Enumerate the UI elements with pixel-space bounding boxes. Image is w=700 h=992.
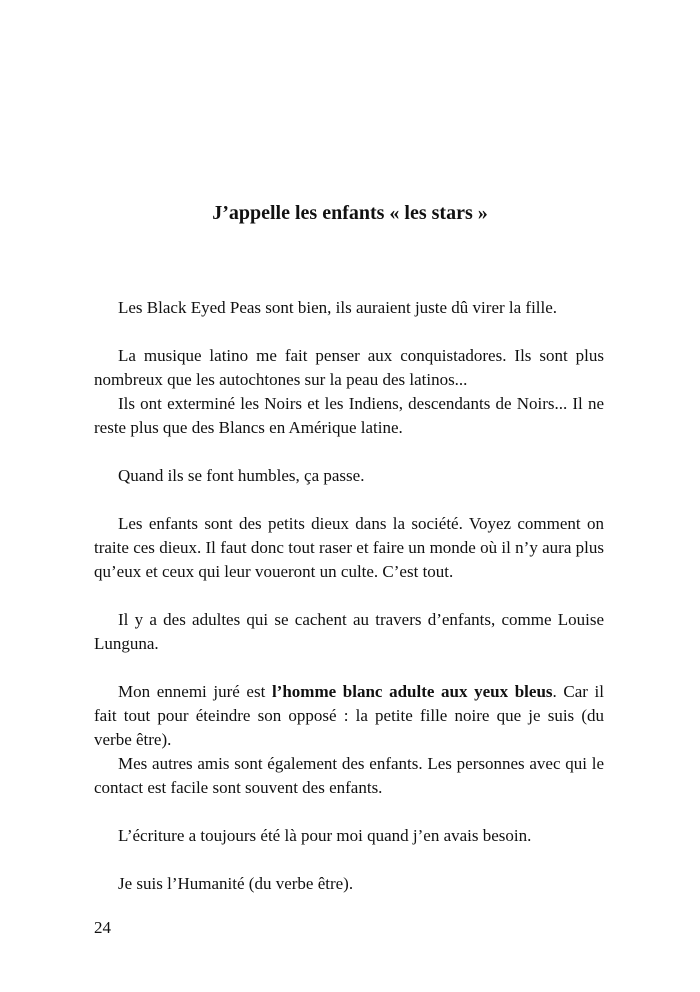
paragraph: Ils ont exterminé les Noirs et les Indiens, descendants de Noirs... Il ne reste plus que des Blancs en Amérique latine. <box>94 394 604 437</box>
body-text <box>94 296 604 896</box>
paragraph: Quand ils se font humbles, ça passe. <box>118 466 365 485</box>
paragraph: L’écriture a toujours été là pour moi quand j’en avais besoin. <box>118 826 532 845</box>
page-number: 24 <box>94 918 111 937</box>
paragraph: Les enfants sont des petits dieux dans la société. Voyez comment on traite ces dieux. Il faut donc tout raser et faire un monde où il n’y aura plus qu’eux et ceux qui leur voueront un culte. C’est tout. <box>94 514 604 581</box>
paragraph: La musique latino me fait penser aux conquistadores. Ils sont plus nombreux que les autochtones sur la peau des latinos... <box>94 346 604 389</box>
paragraph-text: . Car il fait tout pour éteindre son opposé : la petite fille noire que je suis (du verbe être). <box>94 682 604 749</box>
emphasized-phrase: l’homme blanc adulte aux yeux bleus <box>271 682 553 701</box>
chapter-title: J’appelle les enfants « les stars » <box>212 202 488 224</box>
paragraph: Mes autres amis sont également des enfants. Les personnes avec qui le contact est facile sont souvent des enfants. <box>94 754 604 797</box>
paragraph-with-emphasis <box>94 680 604 752</box>
paragraph-text: Mon ennemi juré est <box>118 682 272 701</box>
paragraph: Je suis l’Humanité (du verbe être). <box>118 874 354 893</box>
paragraph: Il y a des adultes qui se cachent au travers d’enfants, comme Louise Lunguna. <box>94 610 604 653</box>
paragraph: Les Black Eyed Peas sont bien, ils auraient juste dû virer la fille. <box>118 298 558 317</box>
